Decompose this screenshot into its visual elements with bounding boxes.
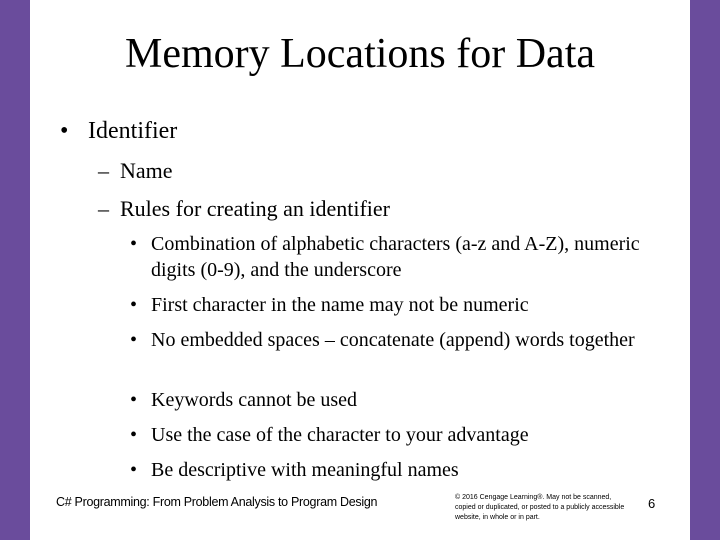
rule-item-keywords (130, 387, 670, 413)
bullet-marker: • (130, 459, 138, 481)
rule-text: First character in the name may not be numeric (151, 294, 529, 316)
bullet-marker: • (130, 424, 138, 446)
rule-text: No embedded spaces – concatenate (append) words together (151, 329, 635, 351)
bullet-marker: • (130, 389, 138, 411)
bullet-marker: • (130, 294, 138, 316)
rule-item-first-character (130, 292, 670, 318)
dash-marker: – (98, 158, 109, 183)
rule-item-no-spaces (130, 327, 670, 353)
slide-title: Memory Locations for Data (124, 31, 596, 77)
dash-marker: – (98, 196, 109, 221)
rule-text: Use the case of the character to your advantage (151, 424, 529, 446)
footer-course-title: C# Programming: From Problem Analysis to Program Design (56, 495, 378, 509)
bullet-marker: • (130, 233, 138, 255)
rule-text: Be descriptive with meaningful names (151, 459, 459, 481)
sub-bullet-text: Rules for creating an identifier (120, 196, 391, 221)
page-number: 6 (648, 496, 656, 511)
rule-text: Keywords cannot be used (151, 389, 358, 411)
bullet-text: Identifier (88, 118, 178, 144)
sub-bullet-text: Name (120, 158, 173, 183)
rule-item-combination (130, 231, 670, 283)
bullet-marker: • (60, 118, 69, 144)
rule-item-descriptive (130, 457, 670, 483)
footer-copyright: © 2016 Cengage Learning®. May not be scanned, copied or duplicated, or posted to a publicly accessible website, in whole or in part. (455, 494, 625, 521)
rule-text: Combination of alphabetic characters (a-z and A-Z), numeric digits (0-9), and the underscore (151, 233, 640, 281)
bullet-marker: • (130, 329, 138, 351)
rule-item-case (130, 422, 670, 448)
